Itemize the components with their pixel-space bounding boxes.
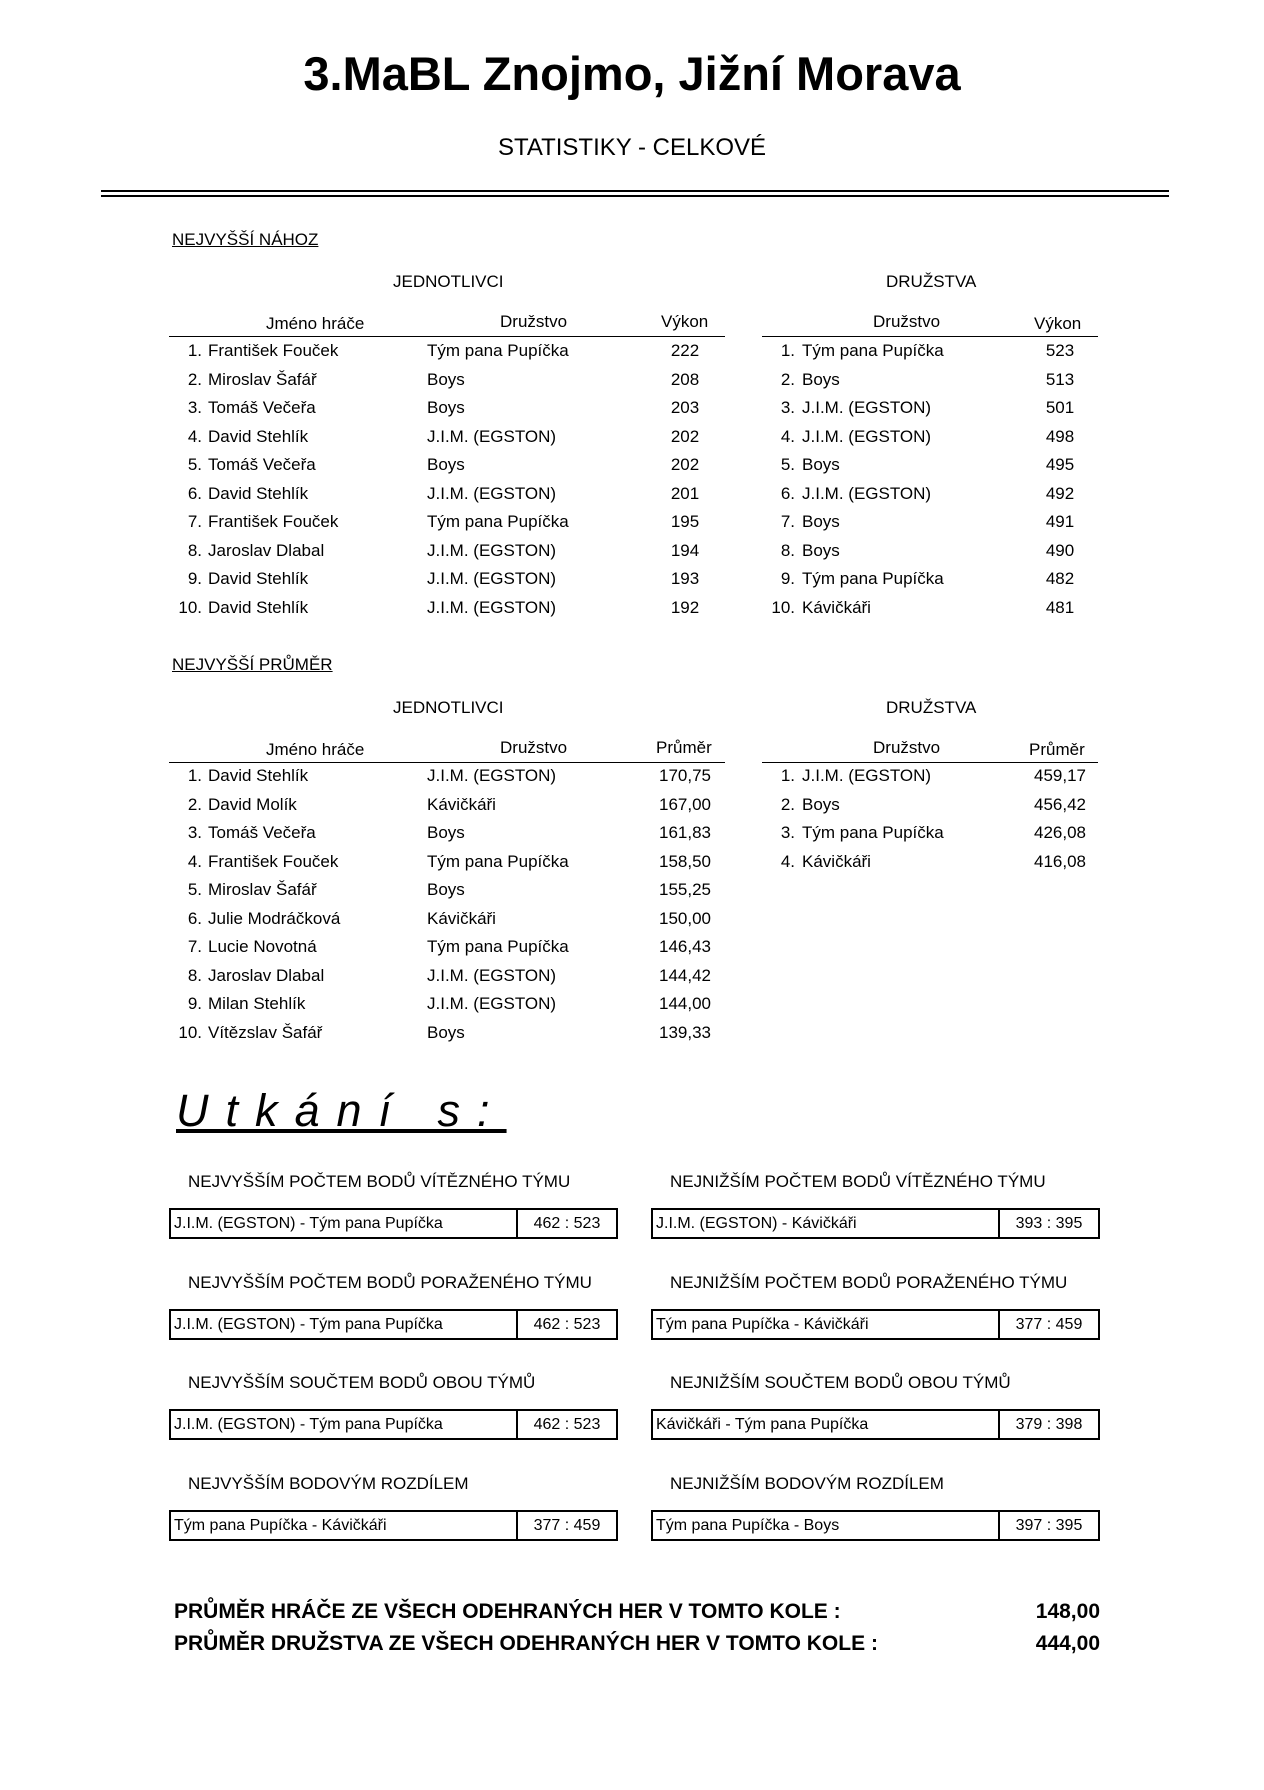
match-category-label: NEJNIŽŠÍM POČTEM BODŮ VÍTĚZNÉHO TÝMU [670,1172,1046,1191]
value-cell: 492 [1045,483,1075,503]
rank-cell: 2. [187,794,202,814]
section-heading-nahoz: NEJVYŠŠÍ NÁHOZ [172,230,319,249]
page-title: 3.MaBL Znojmo, Jižní Morava [303,47,961,100]
table-row [0,1019,1264,1048]
column-header-team: Družstvo [500,312,568,331]
table-row [0,451,1264,480]
value-cell: 144,42 [659,965,711,985]
value-cell: 513 [1045,369,1075,389]
team-cell: Kávičkáři [427,794,496,814]
player-name-cell: František Fouček [208,341,339,360]
table-row [0,594,1264,623]
team-cell: Boys [427,455,465,474]
team-cell: J.I.M. (EGSTON) [802,766,932,785]
title-divider-top [101,190,1169,192]
match-category-label: NEJNIŽŠÍM BODOVÝM ROZDÍLEM [670,1473,944,1493]
table-row [0,933,1264,962]
match-result-box [169,1309,618,1340]
player-name-cell: Tomáš Večeřa [208,398,316,417]
rank-cell: 2. [187,369,202,389]
match-teams: J.I.M. (EGSTON) - Tým pana Pupíčka [171,1311,518,1338]
team-cell: Boys [802,540,840,560]
match-teams: Kávičkáři - Tým pana Pupíčka [653,1411,1000,1438]
table-row [0,337,1264,366]
match-category-label: NEJNIŽŠÍM SOUČTEM BODŮ OBOU TÝMŮ [670,1373,1011,1392]
match-score: 462 : 523 [533,1416,601,1433]
player-name-cell: Julie Modráčková [208,908,341,928]
table-row [0,819,1264,848]
column-header-team: Družstvo [500,738,568,757]
player-name-cell: Jaroslav Dlabal [208,540,325,560]
player-name-cell: Tomáš Večeřa [208,455,316,474]
rank-cell: 6. [187,908,202,928]
rank-cell: 4. [187,851,202,871]
rank-cell: 1. [187,766,202,785]
rank-cell: 3. [780,823,795,842]
match-score: 377 : 459 [533,1516,601,1534]
rank-cell: 1. [780,341,795,360]
player-name-cell: Lucie Novotná [208,937,317,956]
value-cell: 139,33 [659,1022,711,1042]
matches-heading: Utkání s: [176,1085,507,1136]
rank-cell: 10. [178,1022,202,1042]
match-teams: Tým pana Pupíčka - Boys [653,1512,1000,1539]
team-cell: Boys [427,398,465,417]
team-cell: J.I.M. (EGSTON) [427,426,557,446]
match-result-box [651,1409,1100,1440]
team-cell: J.I.M. (EGSTON) [427,597,557,617]
match-result-box [169,1409,618,1440]
page-subtitle: STATISTIKY - CELKOVÉ [497,134,767,161]
value-cell: 144,00 [659,994,711,1013]
rank-cell: 5. [187,455,202,474]
match-score: 462 : 523 [533,1215,601,1232]
value-cell: 193 [670,569,700,588]
match-teams: J.I.M. (EGSTON) - Tým pana Pupíčka [171,1210,518,1237]
rank-cell: 3. [780,398,795,417]
table-row [0,848,1264,877]
table-row [0,508,1264,537]
match-category-label: NEJVYŠŠÍM POČTEM BODŮ PORAŽENÉHO TÝMU [188,1272,592,1292]
value-cell: 208 [670,369,700,389]
table-row [0,423,1264,452]
rank-cell: 1. [780,766,795,785]
rank-cell: 1. [187,341,202,360]
match-result-box [651,1208,1100,1239]
player-name-cell: Miroslav Šafář [208,880,317,899]
player-name-cell: David Stehlík [208,766,309,785]
table-row [0,762,1264,791]
rank-cell: 2. [780,794,795,814]
title-divider-bottom [101,195,1169,197]
team-cell: Boys [802,369,840,389]
rank-cell: 2. [780,369,795,389]
value-cell: 167,00 [659,794,711,814]
team-cell: J.I.M. (EGSTON) [427,965,557,985]
player-name-cell: František Fouček [208,851,339,871]
value-cell: 490 [1045,540,1075,560]
value-cell: 426,08 [1034,823,1086,842]
player-name-cell: David Stehlík [208,483,309,503]
team-cell: Boys [427,880,465,899]
team-cell: Tým pana Pupíčka [427,937,569,956]
team-cell: Tým pana Pupíčka [427,512,569,531]
player-name-cell: František Fouček [208,512,339,531]
team-cell: Boys [427,369,465,389]
rank-cell: 5. [187,880,202,899]
player-name-cell: Milan Stehlík [208,994,306,1013]
match-category-label: NEJNIŽŠÍM POČTEM BODŮ PORAŽENÉHO TÝMU [670,1272,1068,1292]
match-teams: Tým pana Pupíčka - Kávičkáři [171,1512,518,1539]
player-name-cell: Vítězslav Šafář [208,1022,323,1042]
team-cell: Kávičkáři [802,851,871,871]
team-cell: J.I.M. (EGSTON) [802,483,932,503]
match-teams: J.I.M. (EGSTON) - Kávičkáři [653,1210,1000,1237]
value-cell: 146,43 [659,937,711,956]
rank-cell: 7. [780,512,795,531]
team-cell: Tým pana Pupíčka [427,851,569,871]
column-header-value: Výkon [1034,314,1082,333]
value-cell: 523 [1045,341,1075,360]
player-average-label: PRŮMĚR HRÁČE ZE VŠECH ODEHRANÝCH HER V TOMTO KOLE : [174,1600,841,1623]
match-category-label: NEJVYŠŠÍM SOUČTEM BODŮ OBOU TÝMŮ [188,1373,536,1392]
match-score: 379 : 398 [1015,1416,1083,1433]
value-cell: 158,50 [659,851,711,871]
value-cell: 456,42 [1034,794,1086,814]
team-cell: J.I.M. (EGSTON) [427,766,557,785]
value-cell: 203 [670,398,700,417]
value-cell: 202 [670,426,700,446]
team-cell: Boys [427,823,465,842]
table-row [0,990,1264,1019]
value-cell: 481 [1045,597,1075,617]
rank-cell: 3. [187,398,202,417]
table-row [0,905,1264,934]
match-teams: J.I.M. (EGSTON) - Tým pana Pupíčka [171,1411,518,1438]
team-cell: Tým pana Pupíčka [427,341,569,360]
match-score: 377 : 459 [1015,1315,1083,1333]
value-cell: 192 [670,597,700,617]
team-cell: J.I.M. (EGSTON) [427,483,557,503]
value-cell: 194 [670,540,700,560]
match-result-box [169,1208,618,1239]
match-score: 397 : 395 [1015,1516,1083,1534]
column-header-value: Výkon [661,312,709,331]
value-cell: 195 [670,512,700,531]
rank-cell: 10. [178,597,202,617]
player-average-value: 148,00 [1035,1600,1100,1623]
group-label-teams: DRUŽSTVA [886,272,977,291]
team-average-value: 444,00 [1035,1632,1100,1655]
team-cell: J.I.M. (EGSTON) [427,994,557,1013]
team-cell: J.I.M. (EGSTON) [427,540,557,560]
match-result-box [651,1309,1100,1340]
rank-cell: 8. [780,540,795,560]
value-cell: 201 [670,483,700,503]
match-category-label: NEJVYŠŠÍM BODOVÝM ROZDÍLEM [188,1473,469,1493]
table-row [0,394,1264,423]
value-cell: 491 [1045,512,1075,531]
player-name-cell: David Stehlík [208,597,309,617]
match-category-label: NEJVYŠŠÍM POČTEM BODŮ VÍTĚZNÉHO TÝMU [188,1172,571,1191]
value-cell: 482 [1045,569,1075,588]
rank-cell: 8. [187,965,202,985]
team-cell: J.I.M. (EGSTON) [427,569,557,588]
rank-cell: 4. [780,426,795,446]
value-cell: 202 [670,455,700,474]
column-header-team: Družstvo [873,312,941,331]
column-header-player: Jméno hráče [266,314,365,333]
match-result-box [651,1510,1100,1541]
team-cell: Tým pana Pupíčka [802,341,944,360]
column-header-value: Průměr [1029,740,1085,759]
rank-cell: 9. [187,994,202,1013]
rank-cell: 10. [771,597,795,617]
group-label-individuals: JEDNOTLIVCI [393,698,504,717]
match-score: 393 : 395 [1015,1215,1083,1232]
value-cell: 170,75 [659,766,711,785]
group-label-individuals: JEDNOTLIVCI [393,272,504,291]
rank-cell: 9. [187,569,202,588]
rank-cell: 4. [780,851,795,871]
team-cell: Boys [802,512,840,531]
value-cell: 161,83 [659,823,711,842]
value-cell: 150,00 [659,908,711,928]
team-cell: Boys [427,1022,465,1042]
team-cell: J.I.M. (EGSTON) [802,426,932,446]
player-name-cell: David Stehlík [208,569,309,588]
player-name-cell: Tomáš Večeřa [208,823,316,842]
team-cell: Kávičkáři [427,908,496,928]
rank-cell: 6. [187,483,202,503]
rank-cell: 8. [187,540,202,560]
team-cell: Boys [802,455,840,474]
value-cell: 501 [1045,398,1075,417]
player-name-cell: Jaroslav Dlabal [208,965,325,985]
table-row [0,366,1264,395]
match-score: 462 : 523 [533,1315,601,1333]
rank-cell: 3. [187,823,202,842]
rank-cell: 7. [187,512,202,531]
player-name-cell: Miroslav Šafář [208,369,317,389]
rank-cell: 6. [780,483,795,503]
match-teams: Tým pana Pupíčka - Kávičkáři [653,1311,1000,1338]
match-result-box [169,1510,618,1541]
player-name-cell: David Stehlík [208,426,309,446]
table-row [0,962,1264,991]
team-cell: Tým pana Pupíčka [802,569,944,588]
value-cell: 495 [1045,455,1075,474]
table-row [0,537,1264,566]
table-row [0,791,1264,820]
rank-cell: 7. [187,937,202,956]
rank-cell: 4. [187,426,202,446]
value-cell: 155,25 [659,880,711,899]
table-row [0,480,1264,509]
value-cell: 459,17 [1034,766,1086,785]
value-cell: 416,08 [1034,851,1086,871]
column-header-player: Jméno hráče [266,740,365,759]
team-cell: Boys [802,794,840,814]
team-cell: J.I.M. (EGSTON) [802,398,932,417]
column-header-team: Družstvo [873,738,941,757]
rank-cell: 9. [780,569,795,588]
value-cell: 498 [1045,426,1075,446]
table-row [0,876,1264,905]
table-row [0,565,1264,594]
rank-cell: 5. [780,455,795,474]
section-heading-prumer: NEJVYŠŠÍ PRŮMĚR [172,655,333,674]
group-label-teams: DRUŽSTVA [886,698,977,717]
column-header-value: Průměr [656,738,712,757]
player-name-cell: David Molík [208,794,297,814]
value-cell: 222 [670,341,700,360]
team-cell: Kávičkáři [802,597,871,617]
team-average-label: PRŮMĚR DRUŽSTVA ZE VŠECH ODEHRANÝCH HER V TOMTO KOLE : [174,1632,878,1655]
team-cell: Tým pana Pupíčka [802,823,944,842]
